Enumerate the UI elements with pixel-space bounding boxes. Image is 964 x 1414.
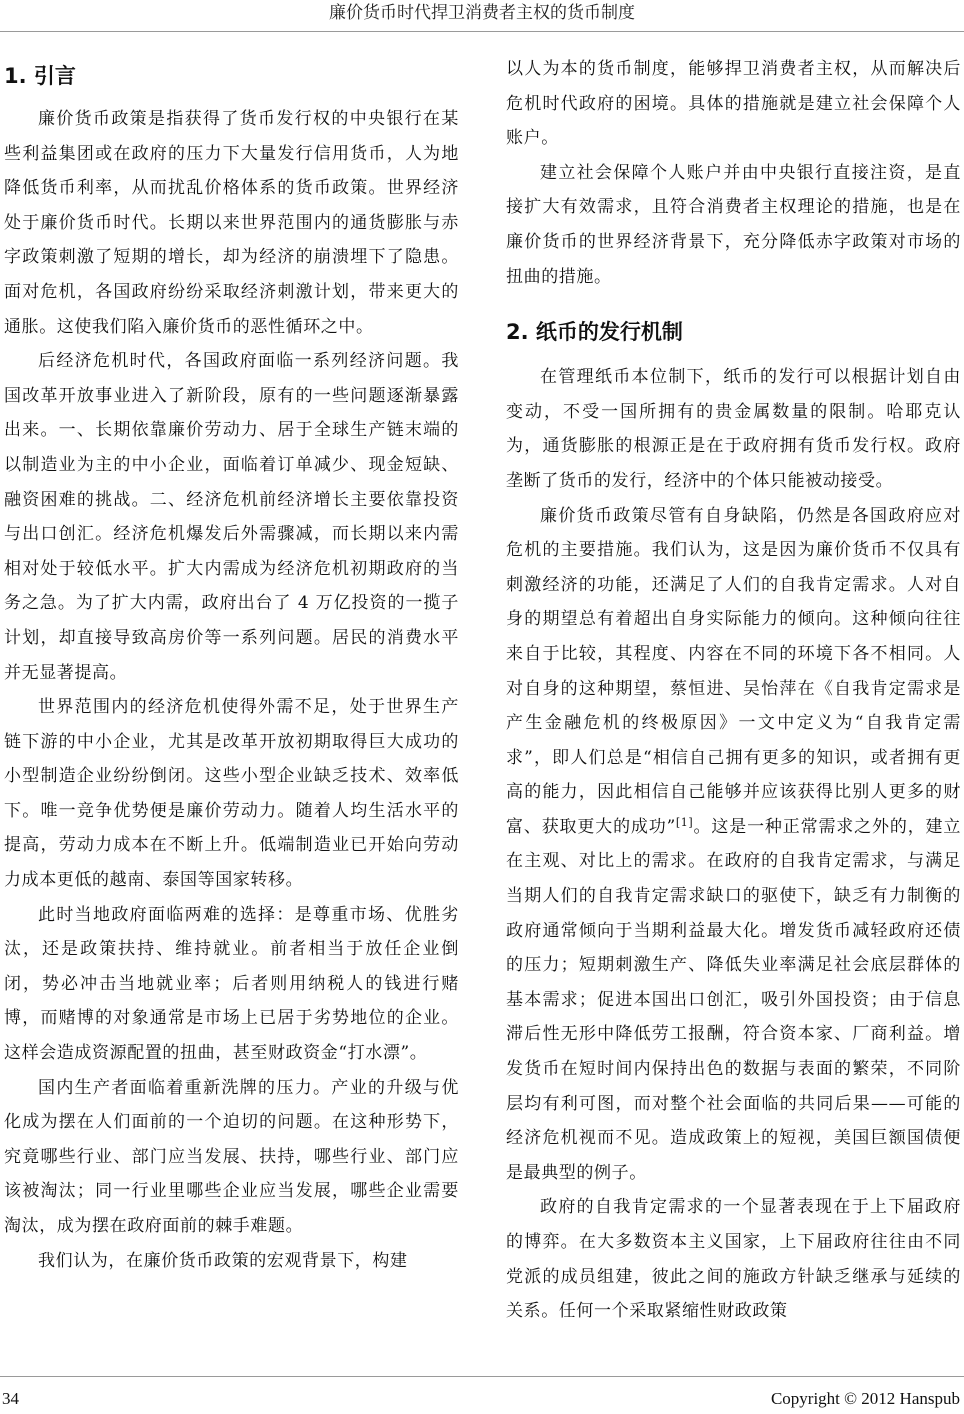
copyright-notice: Copyright © 2012 Hanspub <box>770 1389 960 1408</box>
right-column <box>506 52 961 1329</box>
running-title: 廉价货币时代捍卫消费者主权的货币制度 <box>329 3 635 23</box>
paragraph: 此时当地政府面临两难的选择：是尊重市场、优胜劣汰，还是政策扶持、维持就业。前者相当于放任企业倒闭，势必冲击当地就业率；后者则用纳税人的钱进行赌博，而赌博的对象通常是市场上已居于劣势地位的企业。这样会造成资源配置的扭曲，甚至财政资金“打水漂”。 <box>4 904 459 1064</box>
paragraph-text: 廉价货币政策尽管有自身缺陷，仍然是各国政府应对危机的主要措施。我们认为，这是因为廉价货币不仅具有刺激经济的功能，还满足了人们的自我肯定需求。人对自身的期望总有着超出自身实际能力的倾向。这种倾向往往来自于比较，其程度、内容在不同的环境下各不相同。人对自身的这种期望，蔡恒进、吴怡萍在《自我肯定需求是产生金融危机的终极原因》一文中定义为“自我肯定需求”，即人们总是“相信自己拥有更多的知识，或者拥有更高的能力，因此相信自己能够并应该获得比别人更多的财富、获取更大的成功” <box>506 505 961 837</box>
paragraph: 政府的自我肯定需求的一个显著表现在于上下届政府的博弈。在大多数资本主义国家，上下届政府往往由不同党派的成员组建，彼此之间的施政方针缺乏继承与延续的关系。任何一个采取紧缩性财政政策 <box>506 1197 961 1322</box>
paragraph: 国内生产者面临着重新洗牌的压力。产业的升级与优化成为摆在人们面前的一个迫切的问题。在这种形势下，究竟哪些行业、部门应当发展、扶持，哪些行业、部门应该被淘汰；同一行业里哪些企业应当发展，哪些企业需要淘汰，成为摆在政府面前的棘手难题。 <box>4 1077 459 1236</box>
paragraph-text: 。这是一种正常需求之外的，建立在主观、对比上的需求。在政府的自我肯定需求，与满足当期人们的自我肯定需求缺口的驱使下，缺乏有力制衡的政府通常倾向于当期利益最大化。增发货币减轻政府还债的压力；短期刺激生产、降低失业率满足社会底层群体的基本需求；促进本国出口创汇，吸引外国投资；由于信息滞后性无形中降低劳工报酬，符合资本家、厂商利益。增发货币在短时间内保持出色的数据与表面的繁荣，不同阶层均有利可图，而对整个社会面临的共同后果——可能的经济危机视而不见。造成政策上的短视，美国巨额国债便是最典型的例子。 <box>506 816 961 1183</box>
paragraph: 我们认为，在廉价货币政策的宏观背景下，构建 <box>38 1250 408 1271</box>
paragraph: 廉价货币政策是指获得了货币发行权的中央银行在某些利益集团或在政府的压力下大量发行信用货币，人为地降低货币利率，从而扰乱价格体系的货币政策。世界经济处于廉价货币时代。长期以来世界范围内的通货膨胀与赤字政策刺激了短期的增长，却为经济的崩溃埋下了隐患。面对危机，各国政府纷纷采取经济刺激计划，带来更大的通胀。这使我们陷入廉价货币的恶性循环之中。 <box>4 109 459 337</box>
paragraph: 在管理纸币本位制下，纸币的发行可以根据计划自由变动，不受一国所拥有的贵金属数量的限制。哈耶克认为，通货膨胀的根源正是在于政府拥有货币发行权。政府垄断了货币的发行，经济中的个体只能被动接受。 <box>506 367 961 491</box>
page-footer <box>0 1376 964 1414</box>
left-column <box>4 52 459 1278</box>
paragraph: 世界范围内的经济危机使得外需不足，处于世界生产链下游的中小企业，尤其是改革开放初期取得巨大成功的小型制造企业纷纷倒闭。这些小型企业缺乏技术、效率低下。唯一竞争优势便是廉价劳动力。随着人均生活水平的提高，劳动力成本在不断上升。低端制造业已开始向劳动力成本更低的越南、泰国等国家转移。 <box>4 697 459 891</box>
section-heading-issuance: 2. 纸币的发行机制 <box>506 320 683 345</box>
paragraph: 建立社会保障个人账户并由中央银行直接注资，是直接扩大有效需求，且符合消费者主权理论的措施，也是在廉价货币的世界经济背景下，充分降低赤字政策对市场的扭曲的措施。 <box>506 162 961 287</box>
paragraph-continuation: 以人为本的货币制度，能够捍卫消费者主权，从而解决后危机时代政府的困境。具体的措施就是建立社会保障个人账户。 <box>506 59 961 149</box>
section-heading-introduction: 1. 引言 <box>4 64 76 88</box>
paragraph: 后经济危机时代，各国政府面临一系列经济问题。我国改革开放事业进入了新阶段，原有的一些问题逐渐暴露出来。一、长期依靠廉价劳动力、居于全球生产链末端的以制造业为主的中小企业，面临着订单减少、现金短缺、融资困难的挑战。二、经济危机前经济增长主要依靠投资与出口创汇。经济危机爆发后外需骤减，而长期以来内需相对处于较低水平。扩大内需成为经济危机初期政府的当务之急。为了扩大内需，政府出台了 4 万亿投资的一揽子计划，却直接导致高房价等一系列问题。居民的消费水平并无显著提高。 <box>4 351 459 683</box>
paragraph-with-citation <box>506 499 961 1191</box>
citation-link[interactable]: [1] <box>675 815 694 829</box>
page-number: 34 <box>2 1389 19 1408</box>
running-header <box>0 2 964 32</box>
